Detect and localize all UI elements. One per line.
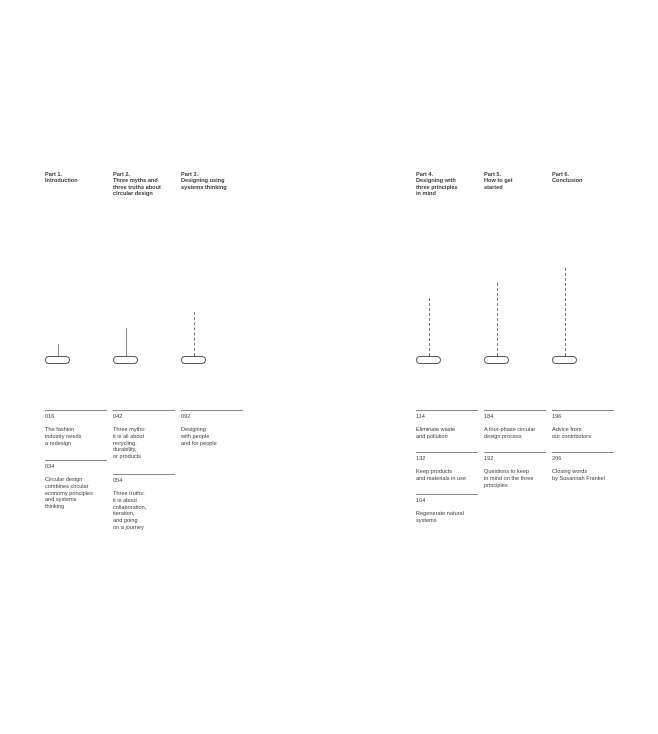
entry-description-line: Questions to keep	[484, 469, 530, 475]
entry-description	[416, 469, 478, 483]
part-6-timeline-stem	[565, 268, 566, 356]
entry-description-line: Three myths:	[113, 427, 146, 433]
entry-description-line: Circular design	[45, 477, 83, 483]
part-2-timeline-marker	[113, 356, 138, 364]
entry-page-number: 054	[113, 478, 123, 484]
part-1-timeline-marker	[45, 356, 70, 364]
entry-divider	[45, 460, 107, 461]
entry-description-line: Regenerate natural	[416, 511, 464, 517]
part-1-entry-1	[45, 410, 107, 447]
part-3-heading-line: Designing using	[181, 178, 225, 185]
entry-description-line: A four-phase circular	[484, 427, 536, 433]
part-3-label: Part 3.	[181, 172, 199, 178]
part-2-heading-line: circular design	[113, 190, 153, 197]
entry-description-line: iteration,	[113, 511, 135, 518]
entry-page-number: 206	[552, 456, 562, 462]
part-3-entry-1	[181, 410, 243, 447]
part-6-entry-2	[552, 452, 614, 483]
part-4-heading-line: Designing with	[416, 178, 456, 185]
part-5-entry-2	[484, 452, 546, 489]
entry-description-line: principles	[484, 482, 508, 489]
entry-description-line: it is about	[113, 497, 137, 504]
part-4-label: Part 4.	[416, 172, 434, 178]
entry-description-line: with people	[181, 433, 210, 440]
entry-description-line: and for people	[181, 440, 217, 447]
entry-divider	[416, 410, 478, 411]
entry-description-line: it is all about	[113, 433, 145, 440]
part-5-heading-line: How to get	[484, 178, 513, 185]
entry-page-number: 114	[416, 414, 425, 420]
entry-page-number: 034	[45, 464, 55, 470]
entry-description-line: and materials in use	[416, 475, 467, 482]
entry-description-line: our contributors	[552, 433, 591, 440]
part-2-entry-2	[113, 474, 175, 532]
entry-description	[552, 427, 614, 441]
entry-description	[416, 511, 478, 525]
part-1-label: Part 1.	[45, 172, 63, 178]
part-5-timeline-stem	[497, 283, 498, 356]
entry-description-line: durability,	[113, 447, 137, 454]
part-2-title	[113, 172, 179, 197]
part-5-label: Part 5.	[484, 172, 502, 178]
entry-description-line: and pollution	[416, 433, 448, 440]
entry-description-line: and going	[113, 518, 138, 525]
entry-page-number: 092	[181, 414, 191, 420]
entry-description-line: a redesign	[45, 440, 72, 447]
entry-divider	[552, 452, 614, 453]
entry-description-line: Keep products	[416, 469, 453, 475]
part-6-heading: Conclusion	[552, 178, 583, 185]
entry-description-line: collaboration,	[113, 504, 147, 511]
part-4-entry-2	[416, 452, 478, 483]
part-2-label: Part 2.	[113, 172, 131, 178]
part-2-entry-1	[113, 410, 175, 461]
part-1-heading: Introduction	[45, 178, 78, 185]
entry-description	[113, 491, 175, 532]
entry-divider	[416, 494, 478, 495]
part-1-timeline-stem	[58, 344, 59, 356]
entry-description-line: Eliminate waste	[416, 427, 456, 433]
entry-divider	[113, 410, 175, 411]
entry-description-line: and systems	[45, 497, 77, 504]
entry-description-line: economy principles	[45, 490, 93, 497]
part-5-timeline-marker	[484, 356, 509, 364]
entry-description	[552, 469, 614, 483]
entry-divider	[552, 410, 614, 411]
entry-description-line: industry needs	[45, 433, 82, 440]
entry-description-line: recycling,	[113, 440, 137, 447]
part-3-title	[181, 172, 247, 191]
part-5-entry-1	[484, 410, 546, 441]
part-3-heading-line: systems thinking	[181, 184, 227, 191]
part-6-title	[552, 172, 618, 185]
entry-page-number: 042	[113, 414, 123, 420]
entry-page-number: 196	[552, 414, 562, 420]
entry-description-line: by Susannah Frankel	[552, 475, 605, 482]
part-2-heading-line: three truths about	[113, 184, 161, 191]
part-5-title	[484, 172, 550, 191]
entry-description-line: Closing words	[552, 469, 588, 475]
entry-description-line: thinking	[45, 504, 65, 511]
entry-description-line: systems	[416, 517, 437, 524]
entry-page-number: 132	[416, 456, 426, 462]
part-5-heading-line: started	[484, 184, 503, 191]
entry-description	[113, 427, 175, 461]
part-4-timeline-stem	[429, 298, 430, 356]
part-1-entry-2	[45, 460, 107, 511]
entry-divider	[45, 410, 107, 411]
part-4-heading-line: in mind	[416, 190, 436, 197]
entry-page-number: 184	[484, 414, 494, 420]
entry-description-line: or products	[113, 454, 141, 461]
entry-description-line: Three truths:	[113, 491, 145, 497]
entry-page-number: 192	[484, 456, 494, 462]
entry-description	[416, 427, 478, 441]
entry-description-line: Advice from	[552, 427, 582, 433]
entry-description-line: Designing	[181, 427, 206, 433]
part-1-title	[45, 172, 111, 185]
part-4-timeline-marker	[416, 356, 441, 364]
entry-description-line: combines circular	[45, 483, 89, 490]
part-6-timeline-marker	[552, 356, 577, 364]
entry-divider	[484, 410, 546, 411]
entry-description-line: design process	[484, 433, 522, 440]
entry-page-number: 016	[45, 414, 55, 420]
part-4-entry-1	[416, 410, 478, 441]
entry-page-number: 164	[416, 498, 426, 504]
entry-divider	[484, 452, 546, 453]
entry-divider	[181, 410, 243, 411]
entry-description	[45, 477, 107, 511]
entry-description	[45, 427, 107, 447]
entry-divider	[113, 474, 175, 475]
right-page	[329, 0, 658, 734]
part-6-entry-1	[552, 410, 614, 441]
part-4-title	[416, 172, 482, 197]
entry-description	[484, 469, 546, 489]
part-6-label: Part 6.	[552, 172, 570, 178]
part-4-heading-line: three principles	[416, 184, 458, 191]
entry-description	[484, 427, 546, 441]
part-3-timeline-marker	[181, 356, 206, 364]
part-2-heading-line: Three myths and	[113, 178, 158, 185]
entry-divider	[416, 452, 478, 453]
entry-description	[181, 427, 243, 447]
entry-description-line: The fashion	[45, 427, 75, 433]
part-3-timeline-stem	[194, 312, 195, 356]
entry-description-line: in mind on the three	[484, 475, 534, 482]
entry-description-line: on a journey	[113, 524, 144, 531]
part-4-entry-3	[416, 494, 478, 525]
part-2-timeline-stem	[126, 328, 127, 356]
